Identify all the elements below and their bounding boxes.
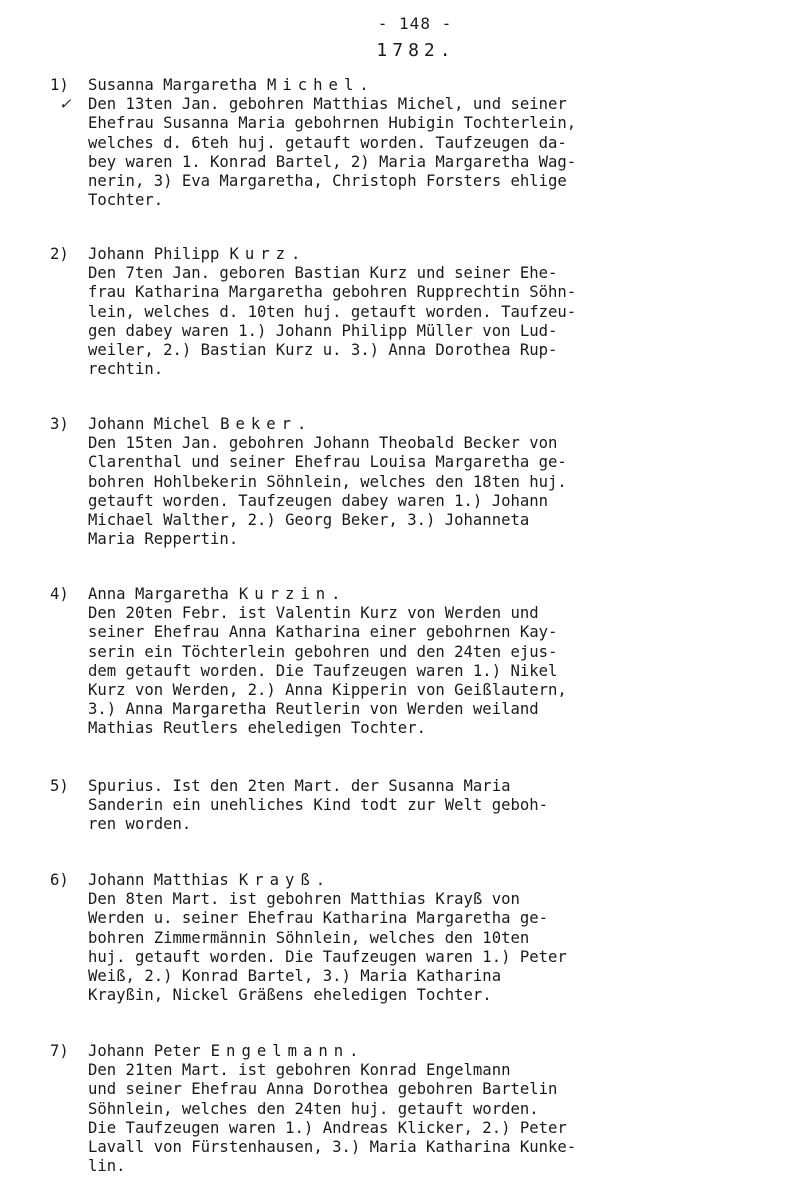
given-name: Johann Peter xyxy=(88,1042,201,1060)
entry-number: 5) xyxy=(50,777,69,795)
entry-number: 3) xyxy=(50,415,69,433)
entry-number: 6) xyxy=(50,871,69,889)
entry-number: 1) xyxy=(50,76,69,94)
given-name: Johann Michel xyxy=(88,415,211,433)
surname: Kurz. xyxy=(229,245,307,263)
entry-number: 2) xyxy=(50,245,69,263)
year-heading: 1782. xyxy=(376,40,456,61)
surname: Beker. xyxy=(220,415,313,433)
baptism-entry-5 xyxy=(50,777,730,835)
given-name: Susanna Margaretha xyxy=(88,76,257,94)
baptism-entry-4 xyxy=(50,585,730,739)
check-mark-icon: ✓ xyxy=(60,94,71,114)
entry-heading xyxy=(88,415,730,434)
entry-text: Den 21ten Mart. ist gebohren Konrad Engelmann und seiner Ehefrau Anna Dorothea gebohren Bartelin Söhnlein, welches den 24ten huj. getauft worden. Die Taufzeugen waren 1.) Andreas Klicker, 2.) Peter Lavall von Fürstenhausen, 3.) Maria Katharina Kunke- lin. xyxy=(88,1061,577,1176)
given-name: Anna Margaretha xyxy=(88,585,229,603)
entry-heading xyxy=(88,76,730,95)
surname: Krayß. xyxy=(238,871,332,889)
baptism-entry-7 xyxy=(50,1042,730,1176)
entry-number: 7) xyxy=(50,1042,69,1060)
entry-text: Den 8ten Mart. ist gebohren Matthias Krayß von Werden u. seiner Ehefrau Katharina Margaretha ge- bohren Zimmermännin Söhnlein, welches den 10ten huj. getauft worden. Die Taufzeugen waren 1.) Peter Weiß, 2.) Konrad Bartel, 3.) Maria Katharina Krayßin, Nickel Gräßens eheledigen Tochter. xyxy=(88,890,567,1005)
surname: Michel. xyxy=(267,76,375,94)
baptism-entry-6 xyxy=(50,871,730,1005)
entry-text: Spurius. Ist den 2ten Mart. der Susanna Maria Sanderin ein unehliches Kind todt zur Welt geboh- ren worden. xyxy=(88,777,549,834)
entry-text: Den 15ten Jan. gebohren Johann Theobald Becker von Clarenthal und seiner Ehefrau Louisa Margaretha ge- bohren Hohlbekerin Söhnlein, welches den 18ten huj. getauft worden. Taufzeugen dabey waren 1.) Johann Michael Walther, 2.) Georg Beker, 3.) Johanneta Maria Reppertin. xyxy=(88,434,567,549)
entry-heading xyxy=(88,585,730,604)
entry-number: 4) xyxy=(50,585,69,603)
surname: Kurzin. xyxy=(238,585,347,603)
entry-text: Den 13ten Jan. gebohren Matthias Michel, und seiner Ehefrau Susanna Maria gebohrnen Hubigin Tochterlein, welches d. 6teh huj. getauft worden. Taufzeugen da- bey waren 1. Konrad Bartel, 2) Maria Margaretha Wag- nerin, 3) Eva Margaretha, Christoph Forsters ehlige Tochter. xyxy=(88,95,577,210)
baptism-entry-1 xyxy=(50,76,730,210)
entry-heading xyxy=(88,1042,730,1061)
entry-heading xyxy=(88,871,730,890)
entry-heading xyxy=(88,245,730,264)
surname: Engelmann. xyxy=(210,1042,365,1060)
page-number: - 148 - xyxy=(377,14,453,33)
given-name: Johann Philipp xyxy=(88,245,220,263)
baptism-entry-2 xyxy=(50,245,730,379)
baptism-entry-3 xyxy=(50,415,730,549)
given-name: Johann Matthias xyxy=(88,871,229,889)
entry-text: Den 7ten Jan. geboren Bastian Kurz und seiner Ehe- frau Katharina Margaretha gebohren Rupprechtin Söhn- lein, welches d. 10ten huj. getauft worden. Taufzeu- gen dabey waren 1.) Johann Philipp Müller von Lud- weiler, 2.) Bastian Kurz u. 3.) Anna Dorothea Rup- rechtin. xyxy=(88,264,577,379)
entry-text: Den 20ten Febr. ist Valentin Kurz von Werden und seiner Ehefrau Anna Katharina einer gebohrnen Kay- serin ein Töchterlein gebohren und den 24ten ejus- dem getauft worden. Die Taufzeugen waren 1.) Nikel Kurz von Werden, 2.) Anna Kipperin von Geißlautern, 3.) Anna Margaretha Reutlerin von Werden weiland Mathias Reutlers eheledigen Tochter. xyxy=(88,604,567,738)
